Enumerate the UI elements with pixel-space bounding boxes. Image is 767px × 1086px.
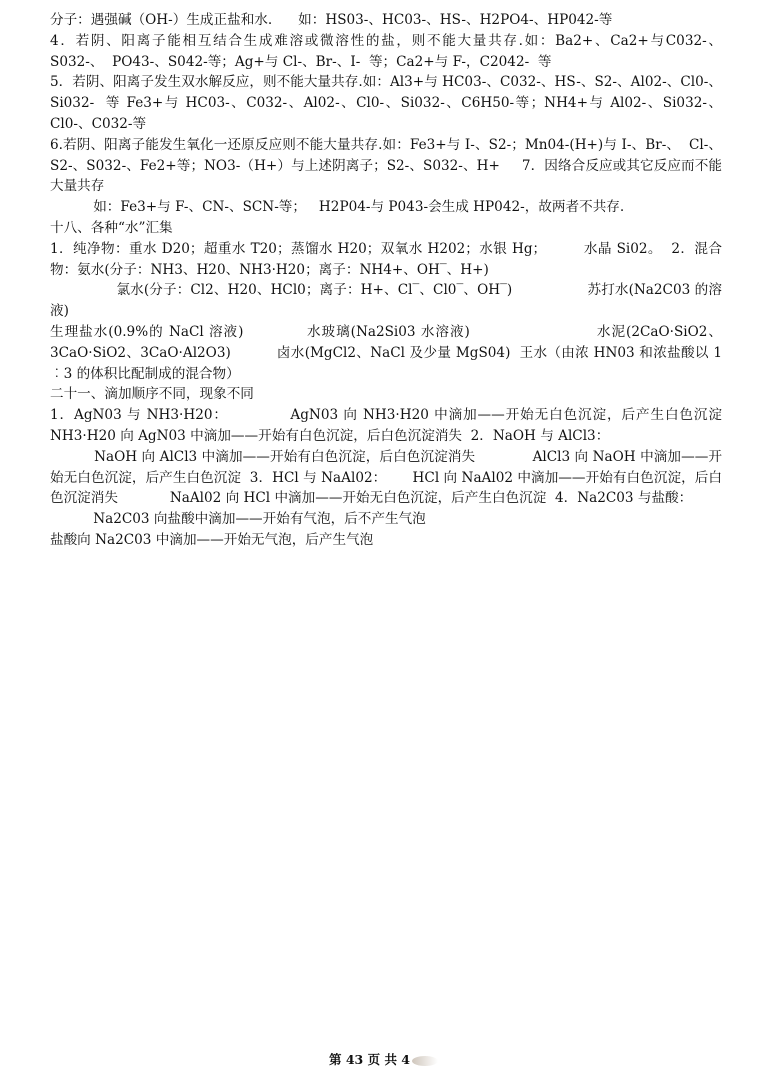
paragraph-10: 1．AgN03 与 NH3·H20： AgN03 向 NH3·H20 中滴加——开始无白色沉淀，后产生白色沉淀 NH3·H20 向 AgN03 中滴加——开始有白色沉淀，后白色沉淀消失 2．NaOH 与 AlCl3：: [50, 407, 748, 444]
paragraph-6: 1．纯净物：重水 D20；超重水 T20；蒸馏水 H20；双氧水 H202；水银 Hg； 水晶 Si02。 2．混合物：氨水(分子：NH3、H20、NH3·H20；离子：NH4+、OH‾、H+): [50, 240, 722, 278]
paragraph-13: 盐酸向 Na2C03 中滴加——开始无气泡，后产生气泡: [50, 531, 374, 548]
paragraph-11: NaOH 向 AlCl3 中滴加——开始有白色沉淀，后白色沉淀消失 AlCl3 向 NaOH 中滴加——开始无白色沉淀，后产生白色沉淀 3．HCl 与 NaAl02： HCl 向 NaAl02 中滴加——开始有白色沉淀，后白色沉淀消失 NaAl02 向 HCl 中滴加——开始无白色沉淀，后产生白色沉淀 4．Na2C03 与盐酸：: [50, 448, 722, 507]
section-heading-21: 二十一、滴加顺序不同，现象不同: [50, 386, 254, 403]
paragraph-8: 生理盐水(0.9%的 NaCl 溶液) 水玻璃(Na2Si03 水溶液) 水泥(2CaO·SiO2、3CaO·SiO2、3CaO·Al2O3) 卤水(MgCl2、NaCl 及少量 MgS04) 王水（由浓 HN03 和浓盐酸以 1︰3 的体积比配制成的混合物）: [50, 323, 722, 382]
paragraph-2: 5．若阴、阳离子发生双水解反应，则不能大量共存.如：Al3+与 HC03-、C032-、HS-、S2-、Al02-、Cl0-、 Si032- 等 Fe3+与 HC03-、C032-、Al02-、Cl0-、Si032-、C6H50-等；NH4+与 Al02-、Si032-、Cl0-、C032-等: [50, 74, 740, 132]
page-number: 第 43 页 共 4: [329, 1052, 410, 1067]
paragraph-12: Na2C03 向盐酸中滴加——开始有气泡，后不产生气泡: [50, 511, 426, 528]
paragraph-3: 6.若阴、阳离子能发生氧化一还原反应则不能大量共存.如：Fe3+与 I-、S2-；Mn04-(H+)与 I-、Br-、 Cl-、S2-、S032-、Fe2+等；NO3-（H+）与上述阴离子；S2-、S032-、H+ 7．因络合反应或其它反应而不能大量共存: [50, 136, 722, 195]
paragraph-4: 如：Fe3+与 F-、CN-、SCN-等； H2P04-与 P043-会生成 HP042-，故两者不共存.: [50, 199, 625, 216]
page-footer: [0, 1050, 767, 1068]
paragraph-0: 分子：遇强碱（OH-）生成正盐和水. 如：HS03-、HC03-、HS-、H2PO4-、HP042-等: [50, 12, 613, 28]
scan-smudge: [412, 1056, 438, 1066]
document-body: [50, 10, 757, 551]
paragraph-1: 4．若阴、阳离子能相互结合生成难溶或微溶性的盐，则不能大量共存.如：Ba2+、Ca2+与C032-、 S032-、 PO43-、S042-等；Ag+与 Cl-、Br-、I- 等；Ca2+与 F-，C2042- 等: [50, 32, 757, 70]
section-heading-18: 十八、各种“水”汇集: [50, 219, 173, 236]
paragraph-7: 氯水(分子：Cl2、H20、HCl0；离子：H+、Cl‾、Cl0‾、OH‾) 苏打水(Na2C03 的溶液): [50, 282, 722, 320]
